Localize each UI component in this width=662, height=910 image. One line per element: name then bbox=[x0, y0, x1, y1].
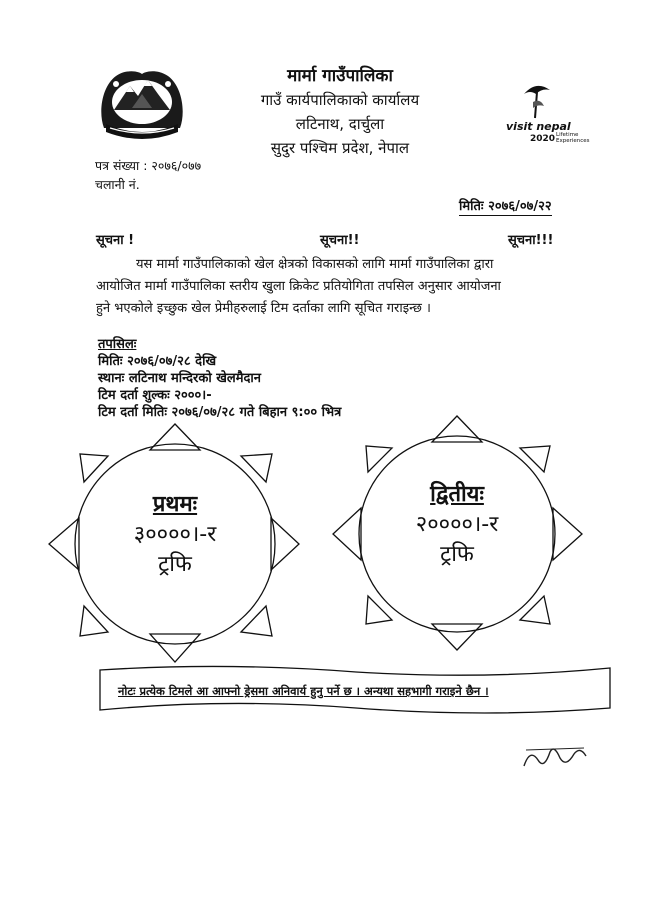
letter-number: पत्र संख्या : २०७६/०७७ bbox=[95, 158, 202, 173]
note-text: नोटः प्रत्येक टिमले आ आफ्नो ड्रेसमा अनिवार्य हुनु पर्ने छ । अन्यथा सहभागी गराइने छैन । bbox=[118, 684, 489, 698]
details-block bbox=[98, 336, 341, 421]
office-name: गाउँ कार्यपालिकाको कार्यालय bbox=[260, 91, 420, 109]
second-prize bbox=[387, 480, 527, 570]
office-address: लटिनाथ, दार्चुला bbox=[295, 115, 385, 133]
issue-date: मितिः २०७६/०७/२२ bbox=[459, 196, 552, 216]
body-line-3: हुने भएकोले इच्छुक खेल प्रेमीहरुलाई टिम दर्ताका लागि सूचित गराइन्छ । bbox=[96, 301, 431, 316]
visit-nepal-text: visit nepal bbox=[506, 120, 571, 133]
prize-badges-graphic bbox=[0, 410, 662, 670]
details-heading: तपसिलः bbox=[98, 337, 137, 352]
notice-heading-1: सूचना ! bbox=[96, 233, 135, 248]
details-date: मितिः २०७६/०७/२८ देखि bbox=[98, 354, 217, 369]
visit-nepal-logo bbox=[500, 80, 596, 150]
notice-heading-3: सूचना!!! bbox=[508, 233, 554, 248]
details-deadline: टिम दर्ता मितिः २०७६/०७/२८ गते बिहान ९:०० भित्र bbox=[98, 405, 342, 420]
first-prize-title: प्रथमः bbox=[152, 492, 198, 517]
details-fee: टिम दर्ता शुल्कः २०००।- bbox=[98, 388, 212, 403]
notice-body bbox=[96, 254, 596, 320]
notice-heading-2: सूचना!! bbox=[320, 233, 360, 248]
second-prize-title: द्वितीयः bbox=[430, 482, 484, 507]
body-line-2: आयोजित मार्मा गाउँपालिका स्तरीय खुला क्रिकेट प्रतियोगिता तपसिल अनुसार आयोजना bbox=[96, 279, 501, 294]
second-prize-amount: २००००।-र bbox=[415, 512, 499, 537]
first-prize bbox=[105, 490, 245, 580]
second-prize-item: ट्रफि bbox=[440, 542, 474, 567]
details-venue: स्थानः लटिनाथ मन्दिरको खेलमैदान bbox=[98, 371, 261, 386]
signature bbox=[520, 740, 590, 774]
dispatch-number: चलानी नं. bbox=[95, 177, 140, 192]
province-name: सुदुर पश्चिम प्रदेश, नेपाल bbox=[270, 139, 410, 157]
first-prize-item: ट्रफि bbox=[158, 552, 192, 577]
visit-nepal-year: 2020 bbox=[530, 134, 556, 144]
visit-nepal-tagline: Lifetime Experiences bbox=[556, 132, 590, 144]
nepal-emblem bbox=[96, 62, 188, 142]
org-name: मार्मा गाउँपालिका bbox=[287, 66, 393, 86]
first-prize-amount: ३००००।-र bbox=[133, 522, 217, 547]
body-line-1: यस मार्मा गाउँपालिकाको खेल क्षेत्रको विकासको लागि मार्मा गाउँपालिका द्वारा bbox=[136, 257, 494, 272]
